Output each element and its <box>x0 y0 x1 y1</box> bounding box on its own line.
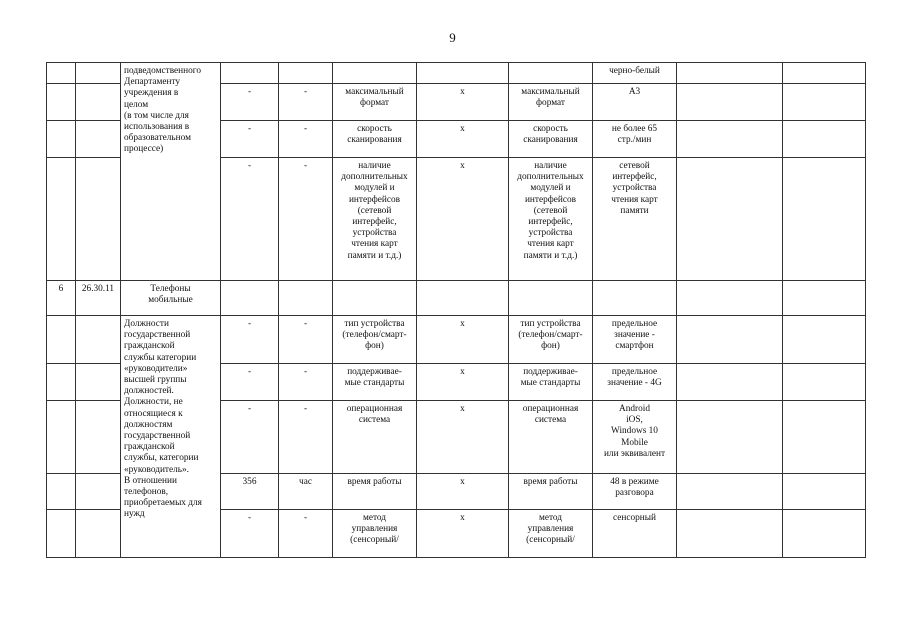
characteristic-cell: операционная система <box>333 401 417 474</box>
characteristic-cell: наличие дополнительных модулей и интерфейсов (сетевой интерфейс, устройства чтения карт памяти и т.д.) <box>509 158 593 281</box>
value-cell: Android iOS, Windows 10 Mobile или эквивалент <box>593 401 677 474</box>
characteristic-cell: метод управления (сенсорный/ <box>509 510 593 558</box>
characteristic-cell: тип устройства (телефон/смарт- фон) <box>509 316 593 364</box>
characteristic-cell: метод управления (сенсорный/ <box>333 510 417 558</box>
table-row: - - наличие дополнительных модулей и интерфейсов (сетевой интерфейс, устройства чтения карт памяти и т.д.) x наличие дополнительных модулей и интерфейсов (сетевой интерфейс, устройства чтения карт памяти и т.д.) сетевой интерфейс, устройства чтения карт памяти <box>47 158 866 281</box>
characteristic-cell: время работы <box>509 474 593 510</box>
page-number: 9 <box>449 30 456 45</box>
characteristic-cell: операционная система <box>509 401 593 474</box>
table-row: - - поддерживае- мые стандарты x поддерживае- мые стандарты предельное значение - 4G <box>47 364 866 401</box>
table-row <box>47 281 866 316</box>
value-cell: предельное значение - 4G <box>593 364 677 401</box>
table-row: - - операционная система x операционная система Android iOS, Windows 10 Mobile или эквивалент <box>47 401 866 474</box>
position-description-cell: подведомственного Департаменту учреждения в целом (в том числе для использования в образовательном процессе) <box>121 63 221 281</box>
characteristic-cell: время работы <box>333 474 417 510</box>
table-row: 356 час время работы x время работы 48 в режиме разговора <box>47 474 866 510</box>
characteristic-cell: максимальный формат <box>509 84 593 121</box>
position-description-cell: Должности государственной гражданской службы категории «руководители» высшей группы должностей. Должности, не относящиеся к должностям государственной гражданской службы, категории «руководитель». В отношении телефонов, приобретаемых для нужд <box>121 316 221 558</box>
value-cell: не более 65 стр./мин <box>593 121 677 158</box>
table-row: - - метод управления (сенсорный/ x метод управления (сенсорный/ сенсорный <box>47 510 866 558</box>
table-row: - - максимальный формат x максимальный формат А3 <box>47 84 866 121</box>
code-cell: 26.30.11 <box>76 281 121 316</box>
characteristic-cell: наличие дополнительных модулей и интерфейсов (сетевой интерфейс, устройства чтения карт памяти и т.д.) <box>333 158 417 281</box>
item-name-cell: Телефоны мобильные <box>121 281 221 316</box>
table-row: Должности государственной гражданской службы категории «руководители» высшей группы должностей. Должности, не относящиеся к должностям государственной гражданской службы, категории «руководитель». В отношении телефонов, приобретаемых для нужд - - тип устройства (телефон/смарт- фон) x тип устройства (телефон/смарт- фон) предельное значение - смартфон <box>47 316 866 364</box>
row-number-cell: 6 <box>47 281 76 316</box>
table-row: - - скорость сканирования x скорость сканирования не более 65 стр./мин <box>47 121 866 158</box>
row-number-cell <box>47 63 76 84</box>
value-cell: черно-белый <box>593 63 677 84</box>
table-row <box>47 63 866 84</box>
characteristic-cell: поддерживае- мые стандарты <box>509 364 593 401</box>
value-cell: сетевой интерфейс, устройства чтения карт памяти <box>593 158 677 281</box>
characteristic-cell: скорость сканирования <box>333 121 417 158</box>
characteristic-cell: скорость сканирования <box>509 121 593 158</box>
value-cell: А3 <box>593 84 677 121</box>
specs-table <box>46 62 866 558</box>
characteristic-cell: поддерживае- мые стандарты <box>333 364 417 401</box>
value-cell: сенсорный <box>593 510 677 558</box>
characteristic-cell: максимальный формат <box>333 84 417 121</box>
code-cell <box>76 63 121 84</box>
value-cell: предельное значение - смартфон <box>593 316 677 364</box>
value-cell: 48 в режиме разговора <box>593 474 677 510</box>
characteristic-cell: тип устройства (телефон/смарт- фон) <box>333 316 417 364</box>
